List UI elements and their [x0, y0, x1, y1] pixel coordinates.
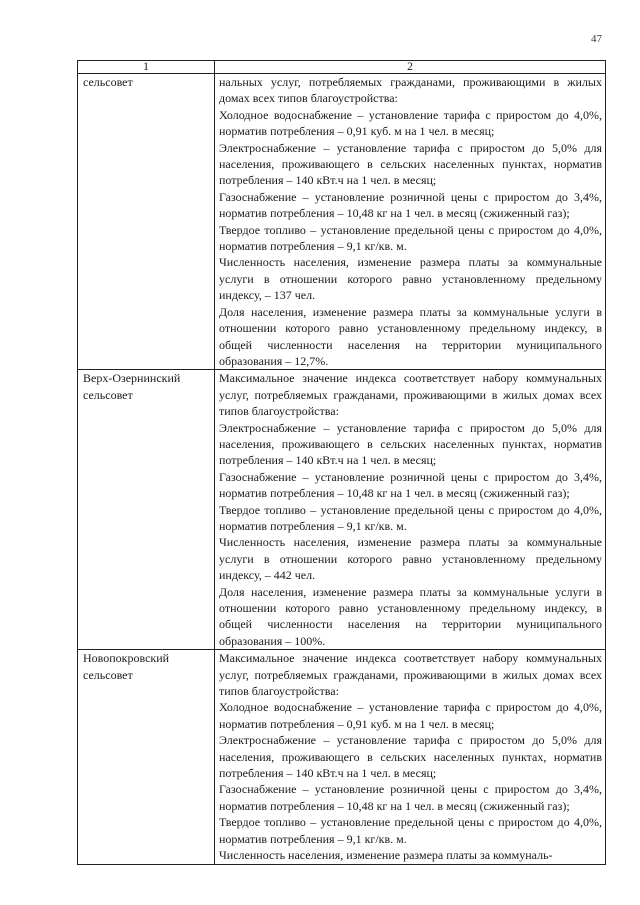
paragraph: Газоснабжение – установление розничной цены с приростом до 3,4%, норматив потребления – 10,48 кг на 1 чел. в месяц (сжиженный газ);	[219, 189, 602, 221]
index-description	[215, 370, 606, 650]
table-row	[78, 370, 606, 650]
municipal-index-table	[77, 60, 606, 865]
table-row	[78, 650, 606, 864]
paragraph: Численность населения, изменение размера платы за коммуналь-	[219, 848, 553, 863]
municipality-name: Верх-Озернинский сельсовет	[78, 370, 215, 650]
paragraph: Электроснабжение – установление тарифа с приростом до 5,0% для населения, проживающего в сельских населенных пунктах, норматив потребления – 140 кВт.ч на 1 чел. в месяц;	[219, 420, 602, 468]
paragraph: Твердое топливо – установление предельной цены с приростом до 4,0%, норматив потребления – 9,1 кг/кв. м.	[219, 222, 602, 254]
index-description	[215, 74, 606, 370]
paragraph: Твердое топливо – установление предельной цены с приростом до 4,0%, норматив потребления – 9,1 кг/кв. м.	[219, 502, 602, 533]
paragraph: Электроснабжение – установление тарифа с приростом до 5,0% для населения, проживающего в сельских населенных пунктах, норматив потребления – 140 кВт.ч на 1 чел. в месяц;	[219, 733, 602, 781]
paragraph: Твердое топливо – установление предельной цены с приростом до 4,0%, норматив потребления – 9,1 кг/кв. м.	[219, 815, 602, 846]
municipality-name: Новопокровский сельсовет	[78, 650, 215, 864]
index-description	[215, 650, 606, 864]
column-header-2: 2	[215, 61, 606, 74]
table-header-row	[78, 61, 606, 74]
paragraph: Численность населения, изменение размера платы за коммунальные услуги в отношении которого равно установленному предельному индексу, – 442 чел.	[219, 535, 602, 583]
paragraph: Максимальное значение индекса соответствует набору коммунальных услуг, потребляемых гражданами, проживающими в жилых домах всех типов благоустройства:	[219, 371, 602, 419]
municipality-name: сельсовет	[78, 74, 215, 370]
paragraph: Электроснабжение – установление тарифа с приростом до 5,0% для населения, проживающего в сельских населенных пунктах, норматив потребления – 140 кВт.ч на 1 чел. в месяц;	[219, 140, 602, 188]
paragraph: Доля населения, изменение размера платы за коммунальные услуги в отношении которого равно установленному предельному индексу, в общей численности населения на территории муниципального образования – 12,7%.	[219, 304, 602, 368]
paragraph: Максимальное значение индекса соответствует набору коммунальных услуг, потребляемых гражданами, проживающими в жилых домах всех типов благоустройства:	[219, 651, 602, 699]
page-number: 47	[591, 33, 602, 45]
column-header-1: 1	[78, 61, 215, 74]
paragraph: Холодное водоснабжение – установление тарифа с приростом до 4,0%, норматив потребления – 0,91 куб. м на 1 чел. в месяц;	[219, 700, 602, 731]
paragraph: нальных услуг, потребляемых гражданами, проживающими в жилых домах всех типов благоустройства:	[219, 75, 602, 106]
paragraph: Газоснабжение – установление розничной цены с приростом до 3,4%, норматив потребления – 10,48 кг на 1 чел. в месяц (сжиженный газ);	[219, 469, 602, 501]
paragraph: Доля населения, изменение размера платы за коммунальные услуги в отношении которого равно установленному предельному индексу, в общей численности населения на территории муниципального образования – 100%.	[219, 584, 602, 648]
table-row	[78, 74, 606, 370]
paragraph: Численность населения, изменение размера платы за коммунальные услуги в отношении которого равно установленному предельному индексу, – 137 чел.	[219, 255, 602, 303]
paragraph: Холодное водоснабжение – установление тарифа с приростом до 4,0%, норматив потребления – 0,91 куб. м на 1 чел. в месяц;	[219, 107, 602, 139]
paragraph: Газоснабжение – установление розничной цены с приростом до 3,4%, норматив потребления – 10,48 кг на 1 чел. в месяц (сжиженный газ);	[219, 782, 602, 813]
